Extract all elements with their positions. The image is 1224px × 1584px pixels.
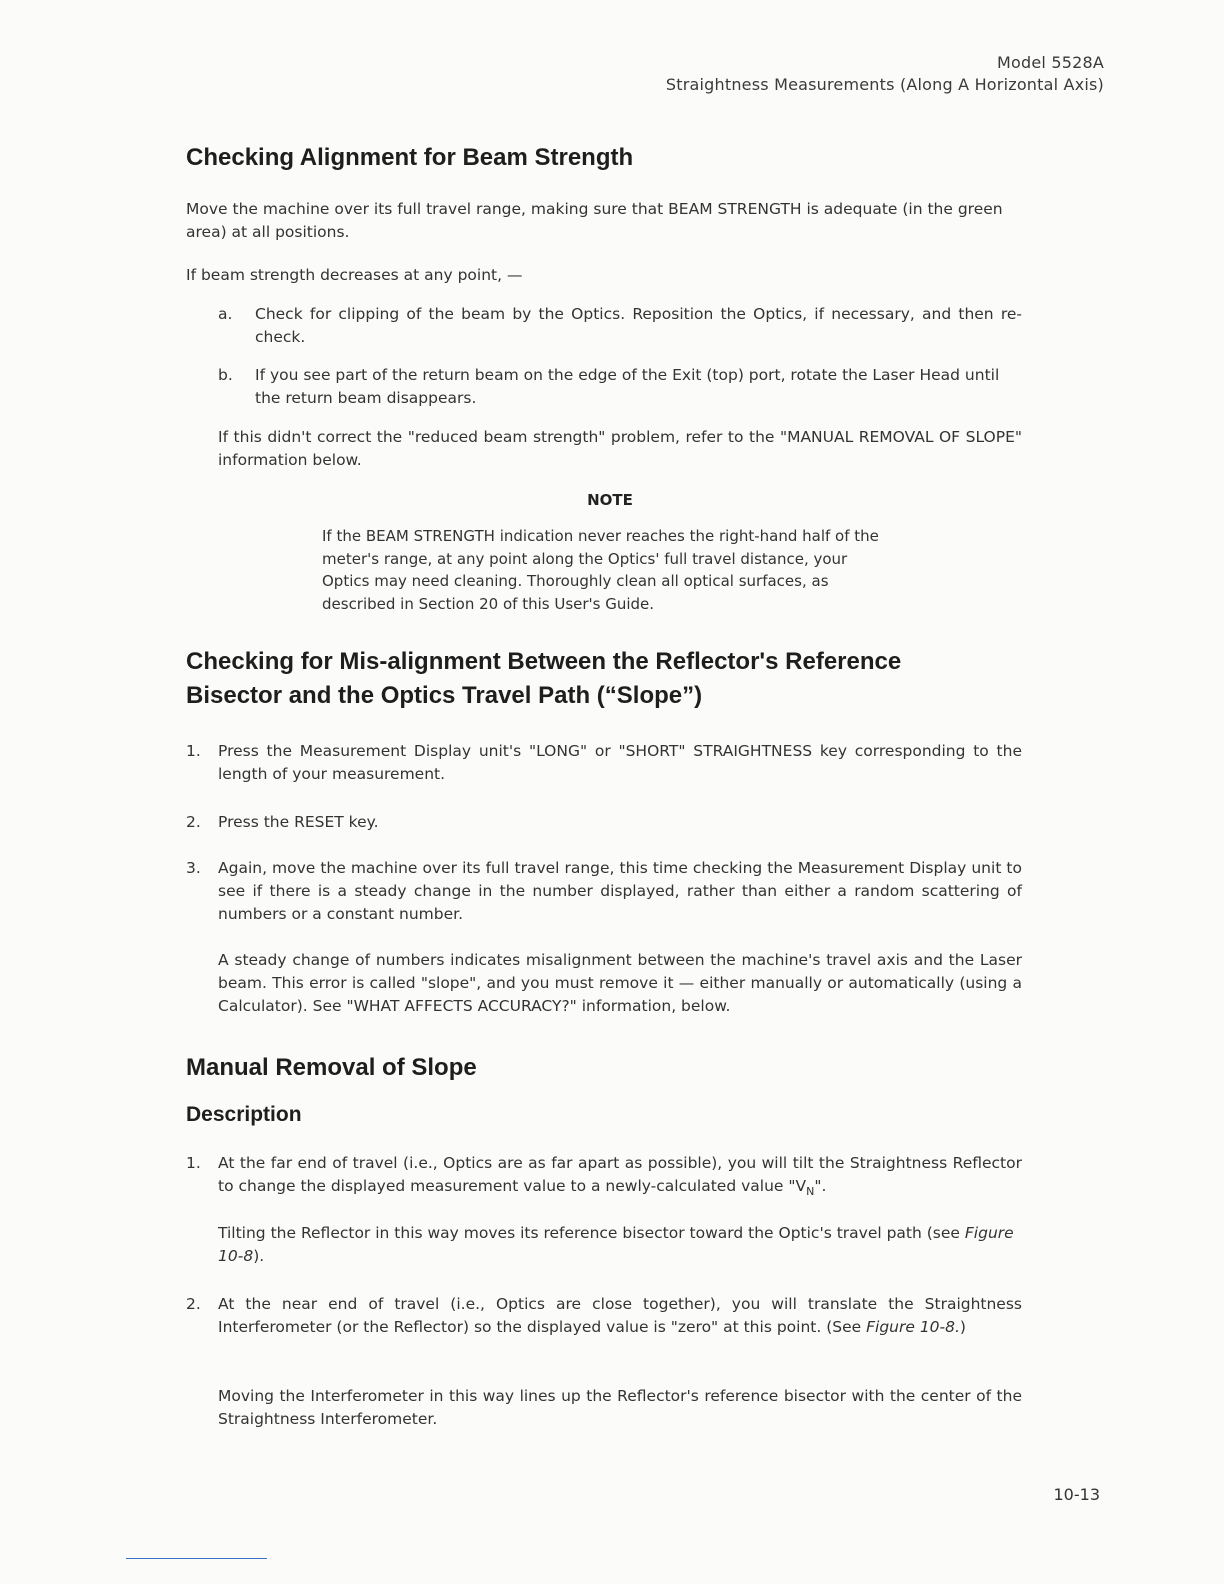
list-text: Press the Measurement Display unit's "LONG" or "SHORT" STRAIGHTNESS key corresponding to the length of your measurement. — [218, 742, 1022, 783]
step1-text: At the far end of travel (i.e., Optics are as far apart as possible), you will tilt the Straightness Reflector to change the displayed measurement value to a newly-calculated value "V — [218, 1154, 1022, 1195]
note-title: NOTE — [587, 491, 633, 509]
figure-reference: Figure 10-8 — [218, 1224, 1014, 1265]
list-item — [218, 303, 1022, 349]
list-text — [218, 1293, 1022, 1339]
step1-subscript: N — [806, 1185, 815, 1199]
list-marker: 1. — [186, 1154, 201, 1172]
step1-followup — [218, 1222, 1022, 1268]
section-label: Straightness Measurements (Along A Horizontal Axis) — [665, 75, 1104, 94]
heading-line-1: Checking for Mis-alignment Between the Reflector's Reference — [186, 648, 902, 675]
footer-rule — [126, 1558, 267, 1559]
step2-followup: Moving the Interferometer in this way lines up the Reflector's reference bisector with the center of the Straightness Interferometer. — [218, 1387, 1022, 1428]
alignment-intro: Move the machine over its full travel range, making sure that BEAM STRENGTH is adequate (in the green area) at all positions. — [186, 200, 1003, 241]
figure-reference: Figure 10-8. — [866, 1318, 960, 1336]
list-item — [186, 740, 1022, 786]
step3-followup: A steady change of numbers indicates misalignment between the machine's travel axis and the Laser beam. This error is called "slope", and you must remove it — either manually or automatically (using a Calculator). See "WHAT AFFECTS ACCURACY?" information, below. — [218, 951, 1022, 1015]
list-text: If you see part of the return beam on the edge of the Exit (top) port, rotate the Laser Head until the return beam disappears. — [255, 366, 1000, 407]
list-marker: 2. — [186, 813, 201, 831]
list-text — [218, 1152, 1022, 1203]
heading-line-2: Bisector and the Optics Travel Path (“Slope”) — [186, 682, 703, 709]
note-body: If the BEAM STRENGTH indication never reaches the right-hand half of the meter's range, at any point along the Optics' full travel distance, your Optics may need cleaning. Thoroughly clean all optical surfaces, as described in Section 20 of this User's Guide. — [322, 527, 879, 613]
heading-alignment: Checking Alignment for Beam Strength — [186, 144, 634, 171]
list-item — [186, 857, 1022, 927]
list-text: Check for clipping of the beam by the Optics. Reposition the Optics, if necessary, and then re-check. — [255, 305, 1022, 346]
subheading-description: Description — [186, 1103, 302, 1126]
page-number: 10-13 — [1053, 1485, 1100, 1504]
list-item — [186, 1152, 1022, 1198]
list-text: Again, move the machine over its full travel range, this time checking the Measurement Display unit to see if there is a steady change in the number displayed, rather than either a random scattering of numbers or a constant number. — [218, 859, 1022, 923]
list-marker: b. — [218, 366, 233, 384]
list-item — [218, 364, 1022, 410]
step2-end: ) — [959, 1318, 966, 1336]
step2-text: At the near end of travel (i.e., Optics are close together), you will translate the Straightness Interferometer (or the Reflector) so the displayed value is "zero" at this point. (See — [218, 1295, 1022, 1336]
list-marker: 2. — [186, 1295, 201, 1313]
heading-misalignment — [186, 645, 901, 713]
heading-manual-removal: Manual Removal of Slope — [186, 1054, 477, 1081]
list-marker: 3. — [186, 859, 201, 877]
list-item — [186, 811, 1022, 834]
step1-followup-text: Tilting the Reflector in this way moves its reference bisector toward the Optic's travel path (see — [218, 1224, 965, 1242]
list-marker: 1. — [186, 742, 201, 760]
list-text: Press the RESET key. — [218, 813, 379, 831]
alignment-followup: If this didn't correct the "reduced beam strength" problem, refer to the "MANUAL REMOVAL OF SLOPE" information below. — [218, 428, 1022, 469]
list-item — [186, 1293, 1022, 1363]
list-marker: a. — [218, 305, 233, 323]
step1-end: ". — [814, 1177, 827, 1195]
model-label: Model 5528A — [997, 53, 1104, 72]
running-header — [666, 52, 1104, 96]
alignment-lead: If beam strength decreases at any point, — — [186, 266, 523, 284]
step1-followup-end: ). — [253, 1247, 265, 1265]
